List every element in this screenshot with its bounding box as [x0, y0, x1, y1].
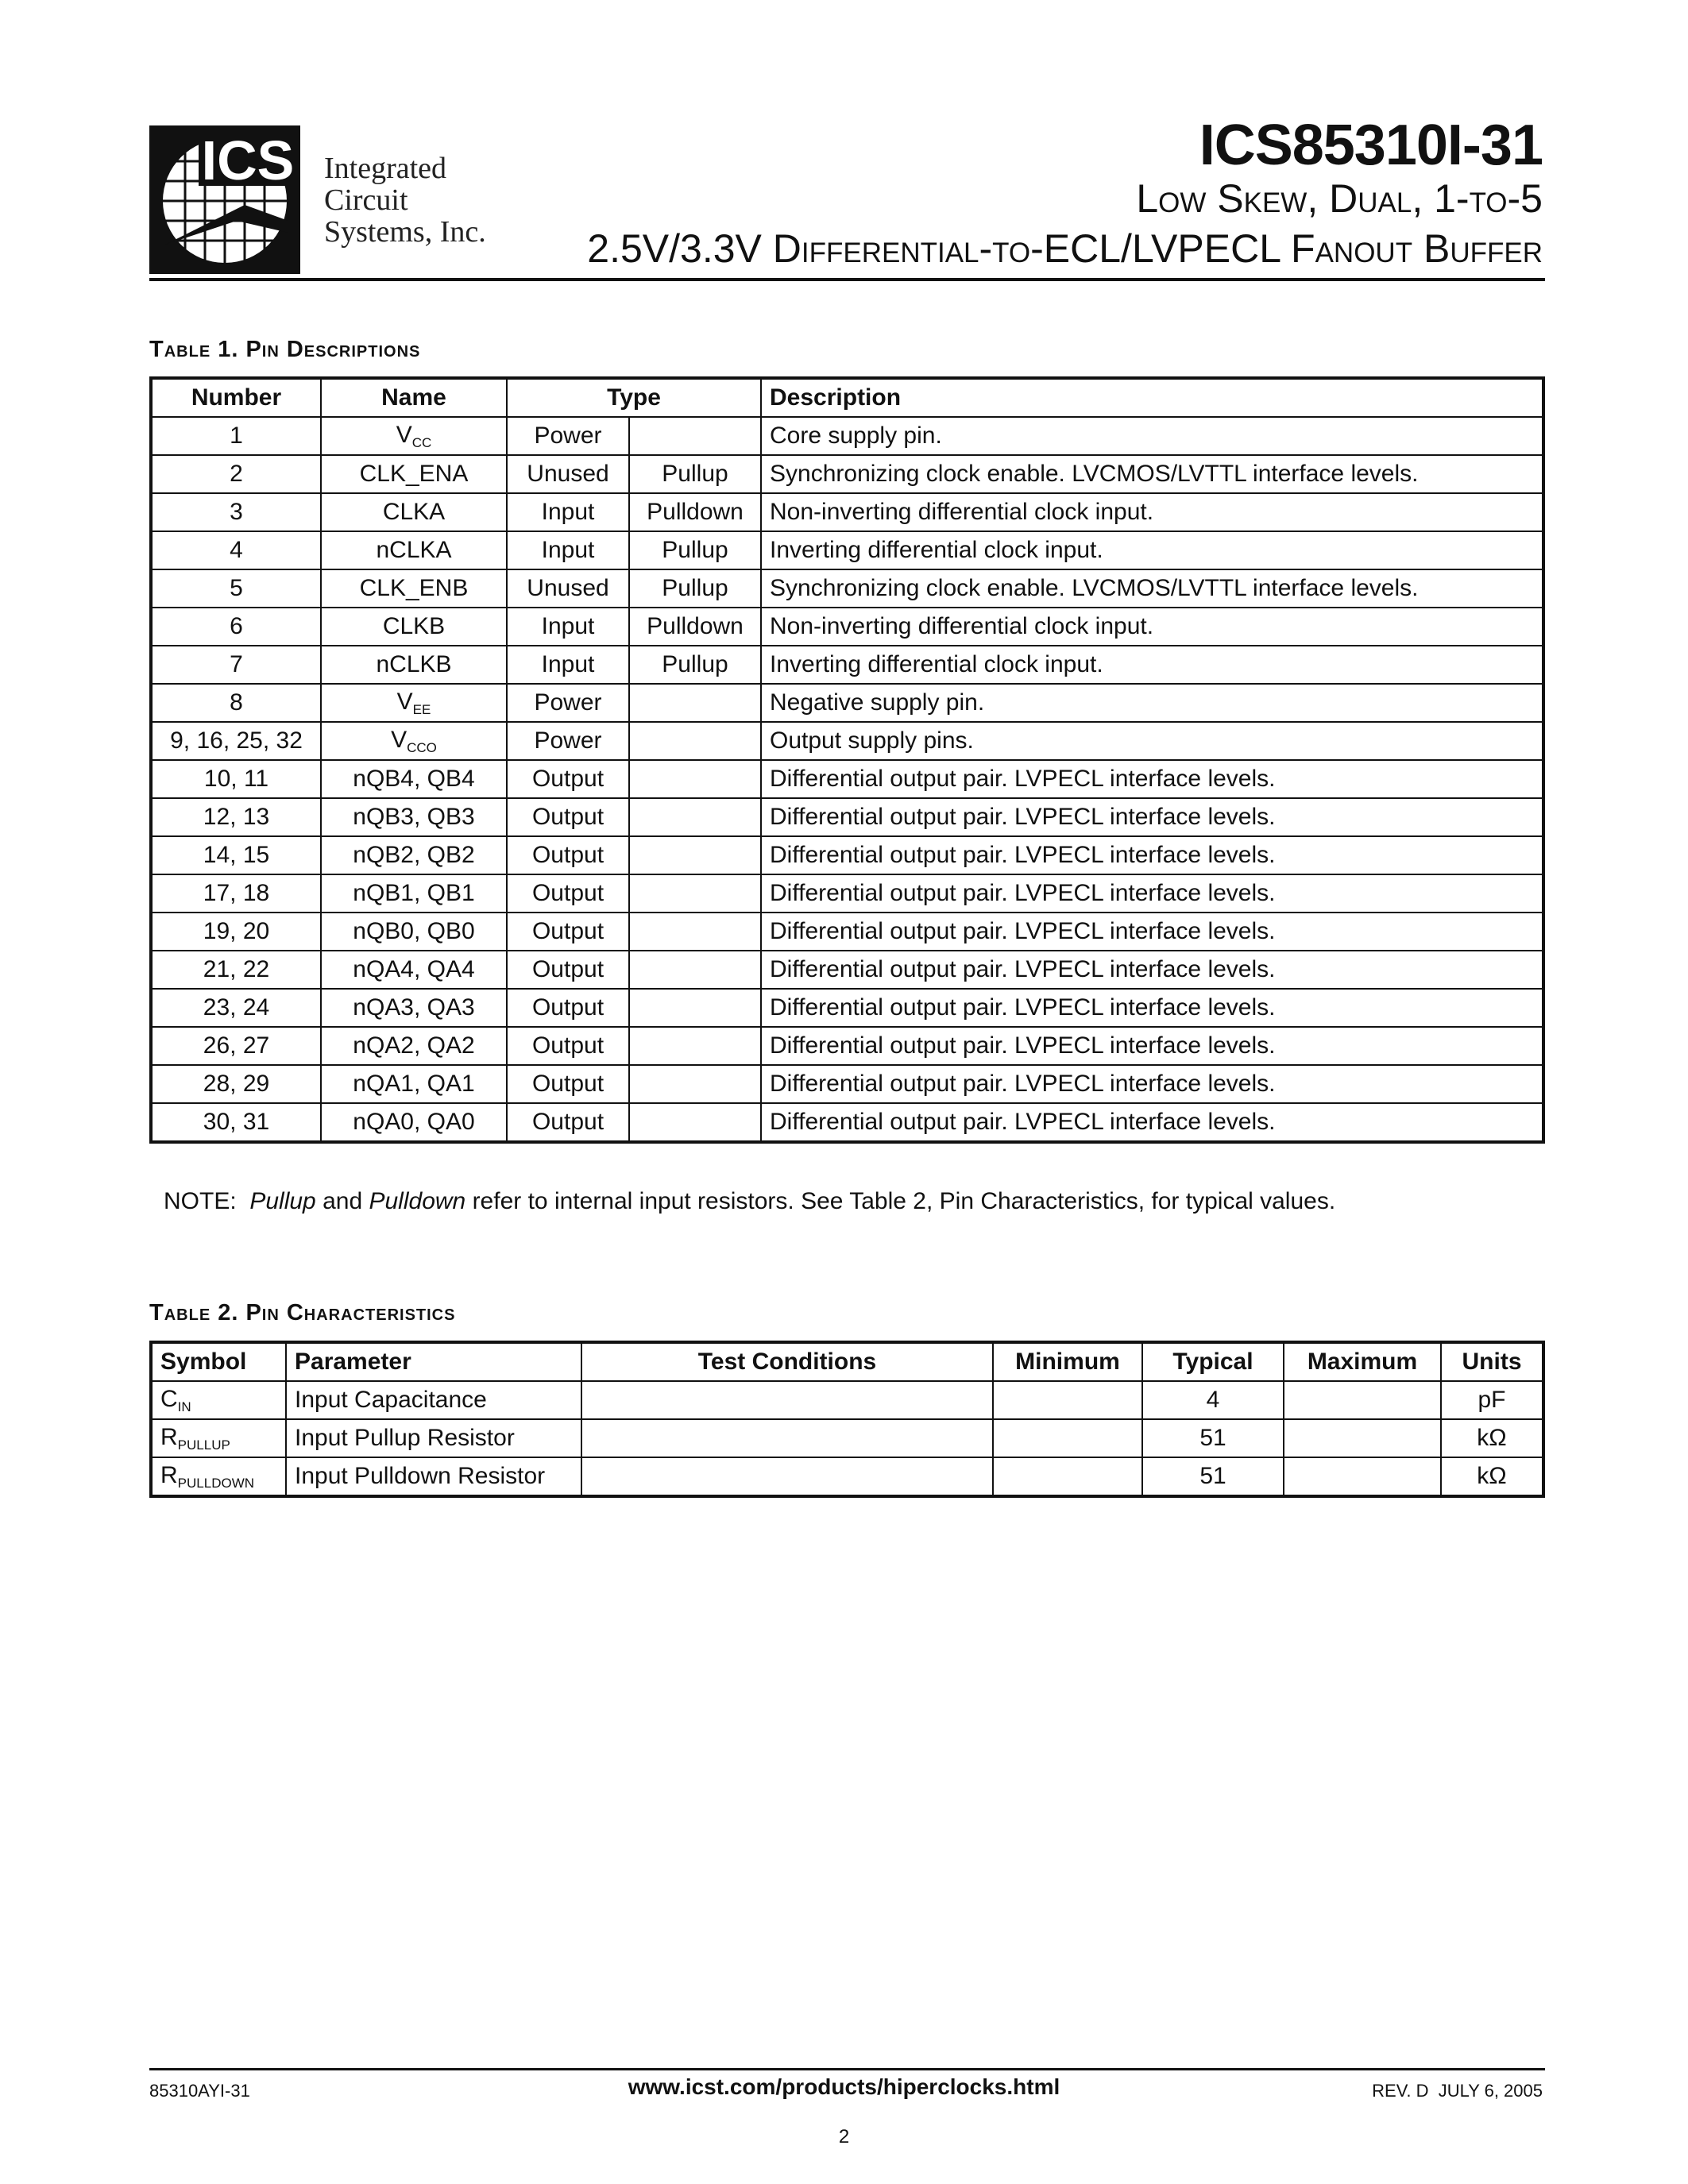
pin-number: 14, 15 — [151, 836, 321, 874]
part-number: ICS85310I-31 — [1199, 114, 1543, 177]
pin-description: Differential output pair. LVPECL interface levels. — [761, 1065, 1543, 1103]
pin-pull: Pullup — [629, 569, 761, 608]
pin-pull — [629, 1065, 761, 1103]
pin-type: Input — [507, 646, 629, 684]
pin-name-main: CLKA — [382, 499, 446, 525]
pin-name-main: V — [391, 726, 408, 753]
pin-name — [321, 951, 507, 989]
pin-number: 2 — [151, 455, 321, 493]
company-line: Circuit — [324, 183, 408, 217]
subtitle-line-2: 2.5V/3.3V Differential-to-ECL/LVPECL Fanout Buffer — [587, 226, 1543, 271]
table2-caption: Table 2. Pin Characteristics — [149, 1300, 456, 1325]
pin-name — [321, 608, 507, 646]
pin-pull — [629, 1103, 761, 1142]
pin-name — [321, 1027, 507, 1065]
char-symbol-main: C — [160, 1385, 178, 1412]
pin-name-main: nCLKA — [376, 537, 452, 563]
table-row — [151, 608, 1543, 646]
pin-description: Synchronizing clock enable. LVCMOS/LVTTL interface levels. — [761, 455, 1543, 493]
pin-pull — [629, 798, 761, 836]
header-minimum: Minimum — [993, 1342, 1142, 1381]
pin-name-main: nQB4, QB4 — [353, 766, 475, 792]
header-units: Units — [1441, 1342, 1543, 1381]
pin-type: Output — [507, 1027, 629, 1065]
char-symbol-subscript: IN — [177, 1399, 191, 1414]
pin-type: Power — [507, 417, 629, 455]
pin-pull — [629, 913, 761, 951]
pin-type: Output — [507, 1065, 629, 1103]
pin-pull — [629, 722, 761, 760]
pin-type: Output — [507, 798, 629, 836]
pin-description: Synchronizing clock enable. LVCMOS/LVTTL interface levels. — [761, 569, 1543, 608]
company-line: Integrated — [324, 152, 447, 185]
char-typical: 4 — [1142, 1381, 1284, 1419]
pin-type: Output — [507, 1103, 629, 1142]
pin-number: 21, 22 — [151, 951, 321, 989]
pin-name-main: CLK_ENA — [359, 461, 469, 487]
pin-type: Output — [507, 913, 629, 951]
pin-description: Negative supply pin. — [761, 684, 1543, 722]
pin-name — [321, 417, 507, 455]
pin-name-main: nQA0, QA0 — [353, 1109, 475, 1135]
pin-number: 19, 20 — [151, 913, 321, 951]
pin-number: 12, 13 — [151, 798, 321, 836]
pin-type: Output — [507, 951, 629, 989]
pin-name — [321, 913, 507, 951]
pin-pull: Pullup — [629, 455, 761, 493]
header-symbol: Symbol — [151, 1342, 286, 1381]
char-minimum — [993, 1419, 1142, 1457]
pin-name — [321, 836, 507, 874]
table-row — [151, 455, 1543, 493]
pin-type: Unused — [507, 569, 629, 608]
pin-pull: Pullup — [629, 531, 761, 569]
pin-pull — [629, 951, 761, 989]
pin-number: 5 — [151, 569, 321, 608]
pin-name-subscript: CC — [411, 434, 432, 450]
char-maximum — [1284, 1457, 1441, 1496]
pin-name — [321, 455, 507, 493]
pin-number: 3 — [151, 493, 321, 531]
pin-description: Differential output pair. LVPECL interface levels. — [761, 951, 1543, 989]
pin-name-subscript: CCO — [407, 739, 437, 755]
subtitle-line-1: Low Skew, Dual, 1-to-5 — [1136, 176, 1543, 221]
pin-number: 6 — [151, 608, 321, 646]
char-symbol — [151, 1457, 286, 1496]
pin-type: Output — [507, 760, 629, 798]
char-minimum — [993, 1457, 1142, 1496]
char-symbol — [151, 1419, 286, 1457]
header-number: Number — [151, 378, 321, 417]
table-row — [151, 493, 1543, 531]
pin-descriptions-table — [149, 376, 1545, 1144]
pin-pull: Pulldown — [629, 608, 761, 646]
table-header-row — [151, 1342, 1543, 1381]
header-parameter: Parameter — [286, 1342, 581, 1381]
note-pulldown: Pulldown — [369, 1188, 466, 1214]
revision-date: REV. D JULY 6, 2005 — [1372, 2081, 1543, 2101]
char-symbol-subscript: PULLDOWN — [177, 1475, 255, 1491]
pin-pull — [629, 760, 761, 798]
pin-name-main: nQA2, QA2 — [353, 1032, 475, 1059]
char-symbol-main: R — [160, 1461, 178, 1488]
char-parameter: Input Pulldown Resistor — [286, 1457, 581, 1496]
pin-number: 23, 24 — [151, 989, 321, 1027]
pin-description: Differential output pair. LVPECL interface levels. — [761, 836, 1543, 874]
table1-note — [164, 1188, 1335, 1215]
pin-number: 17, 18 — [151, 874, 321, 913]
table-row — [151, 569, 1543, 608]
doc-id: 85310AYI-31 — [149, 2081, 250, 2101]
table-row — [151, 646, 1543, 684]
char-maximum — [1284, 1381, 1441, 1419]
char-test-conditions — [581, 1419, 993, 1457]
header-test-conditions: Test Conditions — [581, 1342, 993, 1381]
char-minimum — [993, 1381, 1142, 1419]
pin-description: Inverting differential clock input. — [761, 646, 1543, 684]
header-description: Description — [761, 378, 1543, 417]
pin-name — [321, 531, 507, 569]
pin-name — [321, 798, 507, 836]
table-row — [151, 836, 1543, 874]
pin-name — [321, 646, 507, 684]
header-typical: Typical — [1142, 1342, 1284, 1381]
note-pullup: Pullup — [249, 1188, 316, 1214]
table-row — [151, 1381, 1543, 1419]
table-row — [151, 1065, 1543, 1103]
pin-pull — [629, 874, 761, 913]
table-row — [151, 760, 1543, 798]
company-name — [324, 152, 486, 248]
pin-name-main: nQB2, QB2 — [353, 842, 475, 868]
pin-description: Differential output pair. LVPECL interface levels. — [761, 760, 1543, 798]
pin-type: Input — [507, 531, 629, 569]
char-symbol-subscript: PULLUP — [177, 1437, 230, 1453]
pin-name — [321, 874, 507, 913]
char-test-conditions — [581, 1457, 993, 1496]
footer-url-link[interactable]: www.icst.com/products/hiperclocks.html — [628, 2074, 1060, 2099]
pin-name — [321, 684, 507, 722]
pin-description: Differential output pair. LVPECL interface levels. — [761, 798, 1543, 836]
char-parameter: Input Pullup Resistor — [286, 1419, 581, 1457]
pin-description: Non-inverting differential clock input. — [761, 608, 1543, 646]
pin-description: Differential output pair. LVPECL interface levels. — [761, 1103, 1543, 1142]
pin-name — [321, 1065, 507, 1103]
pin-name — [321, 569, 507, 608]
header-type: Type — [507, 378, 761, 417]
pin-name-main: CLK_ENB — [359, 575, 469, 601]
pin-description: Differential output pair. LVPECL interface levels. — [761, 874, 1543, 913]
table1-caption: Table 1. Pin Descriptions — [149, 337, 421, 362]
pin-description: Differential output pair. LVPECL interface levels. — [761, 1027, 1543, 1065]
pin-type: Output — [507, 874, 629, 913]
pin-type: Output — [507, 836, 629, 874]
note-prefix: NOTE: — [164, 1188, 250, 1214]
pin-number: 30, 31 — [151, 1103, 321, 1142]
pin-name — [321, 1103, 507, 1142]
pin-number: 9, 16, 25, 32 — [151, 722, 321, 760]
pin-type: Unused — [507, 455, 629, 493]
pin-number: 26, 27 — [151, 1027, 321, 1065]
pin-type: Power — [507, 684, 629, 722]
pin-description: Differential output pair. LVPECL interface levels. — [761, 913, 1543, 951]
page-number: 2 — [838, 2126, 850, 2147]
pin-type: Output — [507, 989, 629, 1027]
table-row — [151, 951, 1543, 989]
table-row — [151, 1103, 1543, 1142]
table-row — [151, 417, 1543, 455]
pin-pull — [629, 836, 761, 874]
pin-description: Inverting differential clock input. — [761, 531, 1543, 569]
pin-name-main: V — [396, 421, 412, 448]
pin-name-main: nCLKB — [376, 651, 452, 677]
char-units: pF — [1441, 1381, 1543, 1419]
pin-description: Differential output pair. LVPECL interface levels. — [761, 989, 1543, 1027]
pin-description: Non-inverting differential clock input. — [761, 493, 1543, 531]
pin-number: 4 — [151, 531, 321, 569]
pin-pull: Pulldown — [629, 493, 761, 531]
note-mid: and — [315, 1188, 369, 1214]
pin-name-main: nQA4, QA4 — [353, 956, 475, 982]
char-test-conditions — [581, 1381, 993, 1419]
pin-name — [321, 493, 507, 531]
ics-logo — [149, 125, 300, 274]
pin-pull — [629, 989, 761, 1027]
pin-number: 1 — [151, 417, 321, 455]
pin-pull — [629, 417, 761, 455]
pin-name-main: V — [396, 688, 413, 715]
pin-number: 10, 11 — [151, 760, 321, 798]
pin-name-main: nQB3, QB3 — [353, 804, 475, 830]
pin-name — [321, 989, 507, 1027]
table-row — [151, 722, 1543, 760]
pin-type: Input — [507, 493, 629, 531]
table-header-row — [151, 378, 1543, 417]
pin-number: 28, 29 — [151, 1065, 321, 1103]
note-suffix: refer to internal input resistors. See Table 2, Pin Characteristics, for typical values. — [465, 1188, 1336, 1214]
pin-type: Input — [507, 608, 629, 646]
pin-name-main: nQB1, QB1 — [353, 880, 475, 906]
table-row — [151, 913, 1543, 951]
char-maximum — [1284, 1419, 1441, 1457]
table-row — [151, 798, 1543, 836]
header-name: Name — [321, 378, 507, 417]
company-line: Systems, Inc. — [324, 215, 486, 249]
char-typical: 51 — [1142, 1419, 1284, 1457]
pin-name-main: nQB0, QB0 — [353, 918, 475, 944]
pin-name — [321, 760, 507, 798]
pin-type: Power — [507, 722, 629, 760]
table-row — [151, 989, 1543, 1027]
pin-number: 7 — [151, 646, 321, 684]
pin-description: Output supply pins. — [761, 722, 1543, 760]
pin-name-main: nQA1, QA1 — [353, 1071, 475, 1097]
footer-rule — [149, 2068, 1545, 2070]
pin-description: Core supply pin. — [761, 417, 1543, 455]
table-row — [151, 1457, 1543, 1496]
char-symbol — [151, 1381, 286, 1419]
pin-name-subscript: EE — [412, 701, 431, 717]
table-row — [151, 531, 1543, 569]
pin-pull: Pullup — [629, 646, 761, 684]
pin-number: 8 — [151, 684, 321, 722]
pin-name — [321, 722, 507, 760]
pin-name-main: CLKB — [382, 613, 446, 639]
char-symbol-main: R — [160, 1423, 178, 1450]
table-row — [151, 1027, 1543, 1065]
pin-characteristics-table — [149, 1341, 1545, 1498]
char-units: kΩ — [1441, 1457, 1543, 1496]
char-typical: 51 — [1142, 1457, 1284, 1496]
table-row — [151, 1419, 1543, 1457]
pin-pull — [629, 684, 761, 722]
pin-pull — [629, 1027, 761, 1065]
pin-name-main: nQA3, QA3 — [353, 994, 475, 1021]
char-units: kΩ — [1441, 1419, 1543, 1457]
table-row — [151, 874, 1543, 913]
char-parameter: Input Capacitance — [286, 1381, 581, 1419]
svg-text:ICS: ICS — [201, 129, 295, 191]
table-row — [151, 684, 1543, 722]
header-rule — [149, 278, 1545, 281]
header-maximum: Maximum — [1284, 1342, 1441, 1381]
